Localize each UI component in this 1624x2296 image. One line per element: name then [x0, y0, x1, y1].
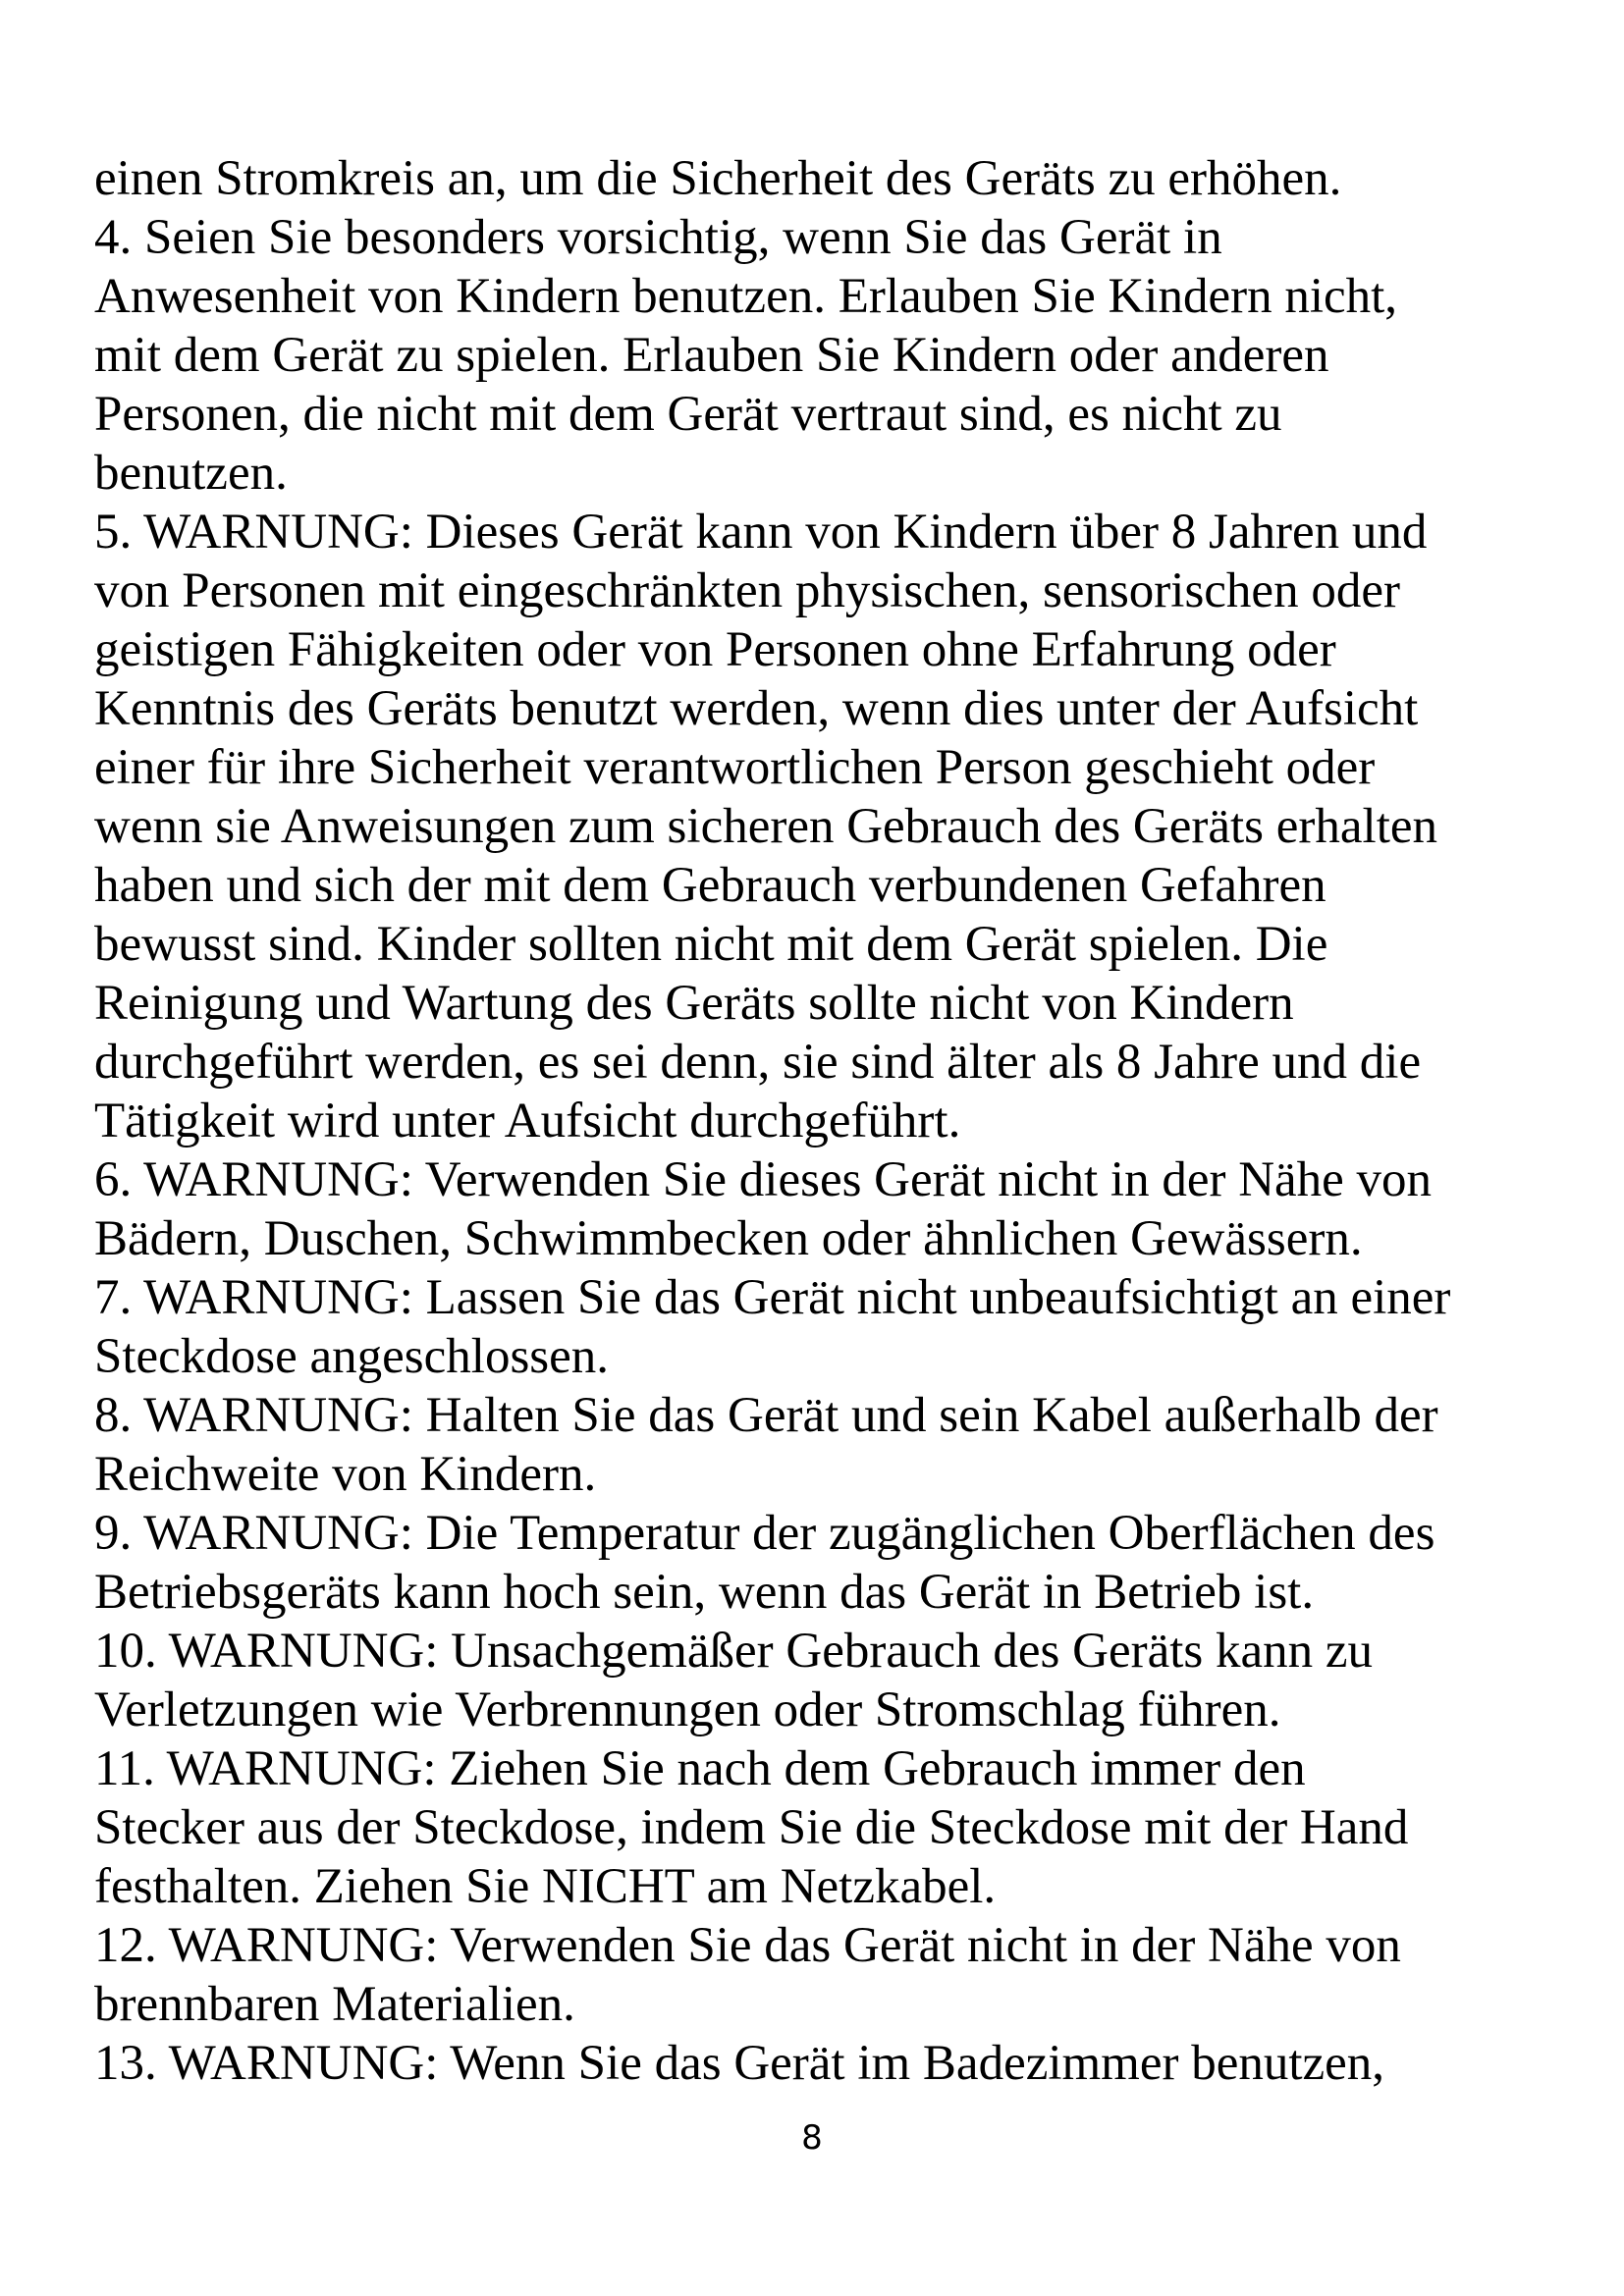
- text-line: Personen, die nicht mit dem Gerät vertraut sind, es nicht zu: [94, 387, 1282, 442]
- text-line: haben und sich der mit dem Gebrauch verbundenen Gefahren: [94, 858, 1326, 913]
- text-line: Betriebsgeräts kann hoch sein, wenn das Gerät in Betrieb ist.: [94, 1565, 1315, 1620]
- text-line: mit dem Gerät zu spielen. Erlauben Sie Kindern oder anderen: [94, 328, 1329, 383]
- text-line: Verletzungen wie Verbrennungen oder Stromschlag führen.: [94, 1682, 1281, 1737]
- text-line: brennbaren Materialien.: [94, 1977, 575, 2032]
- text-line: 5. WARNUNG: Dieses Gerät kann von Kindern über 8 Jahren und: [94, 505, 1428, 560]
- text-line: bewusst sind. Kinder sollten nicht mit dem Gerät spielen. Die: [94, 917, 1328, 972]
- text-line: 4. Seien Sie besonders vorsichtig, wenn Sie das Gerät in: [94, 210, 1222, 265]
- text-line: Kenntnis des Geräts benutzt werden, wenn dies unter der Aufsicht: [94, 681, 1419, 736]
- text-line: geistigen Fähigkeiten oder von Personen ohne Erfahrung oder: [94, 622, 1336, 677]
- text-line: 13. WARNUNG: Wenn Sie das Gerät im Badezimmer benutzen,: [94, 2036, 1385, 2091]
- text-line: benutzen.: [94, 446, 288, 501]
- text-line: wenn sie Anweisungen zum sicheren Gebrauch des Geräts erhalten: [94, 799, 1438, 854]
- text-line: 10. WARNUNG: Unsachgemäßer Gebrauch des Geräts kann zu: [94, 1624, 1373, 1679]
- text-line: 9. WARNUNG: Die Temperatur der zugänglichen Oberflächen des: [94, 1506, 1435, 1561]
- text-line: Steckdose angeschlossen.: [94, 1329, 610, 1384]
- text-line: Stecker aus der Steckdose, indem Sie die Steckdose mit der Hand: [94, 1800, 1409, 1855]
- text-line: Reichweite von Kindern.: [94, 1447, 597, 1502]
- text-line: 12. WARNUNG: Verwenden Sie das Gerät nicht in der Nähe von: [94, 1918, 1401, 1973]
- text-line: von Personen mit eingeschränkten physischen, sensorischen oder: [94, 563, 1400, 618]
- page-body-text: [94, 149, 1547, 2093]
- text-line: Tätigkeit wird unter Aufsicht durchgeführt.: [94, 1094, 961, 1148]
- text-line: Anwesenheit von Kindern benutzen. Erlauben Sie Kindern nicht,: [94, 269, 1398, 324]
- text-line: einen Stromkreis an, um die Sicherheit des Geräts zu erhöhen.: [94, 151, 1342, 206]
- text-line: 6. WARNUNG: Verwenden Sie dieses Gerät nicht in der Nähe von: [94, 1152, 1433, 1207]
- text-line: festhalten. Ziehen Sie NICHT am Netzkabel.: [94, 1859, 997, 1914]
- text-line: 7. WARNUNG: Lassen Sie das Gerät nicht unbeaufsichtigt an einer: [94, 1270, 1451, 1325]
- text-line: durchgeführt werden, es sei denn, sie sind älter als 8 Jahre und die: [94, 1035, 1422, 1090]
- text-line: einer für ihre Sicherheit verantwortlichen Person geschieht oder: [94, 740, 1376, 795]
- page-number: 8: [801, 2118, 823, 2158]
- text-line: Bädern, Duschen, Schwimmbecken oder ähnlichen Gewässern.: [94, 1211, 1363, 1266]
- text-line: Reinigung und Wartung des Geräts sollte nicht von Kindern: [94, 976, 1294, 1031]
- text-line: 8. WARNUNG: Halten Sie das Gerät und sein Kabel außerhalb der: [94, 1388, 1438, 1443]
- text-line: 11. WARNUNG: Ziehen Sie nach dem Gebrauch immer den: [94, 1741, 1306, 1796]
